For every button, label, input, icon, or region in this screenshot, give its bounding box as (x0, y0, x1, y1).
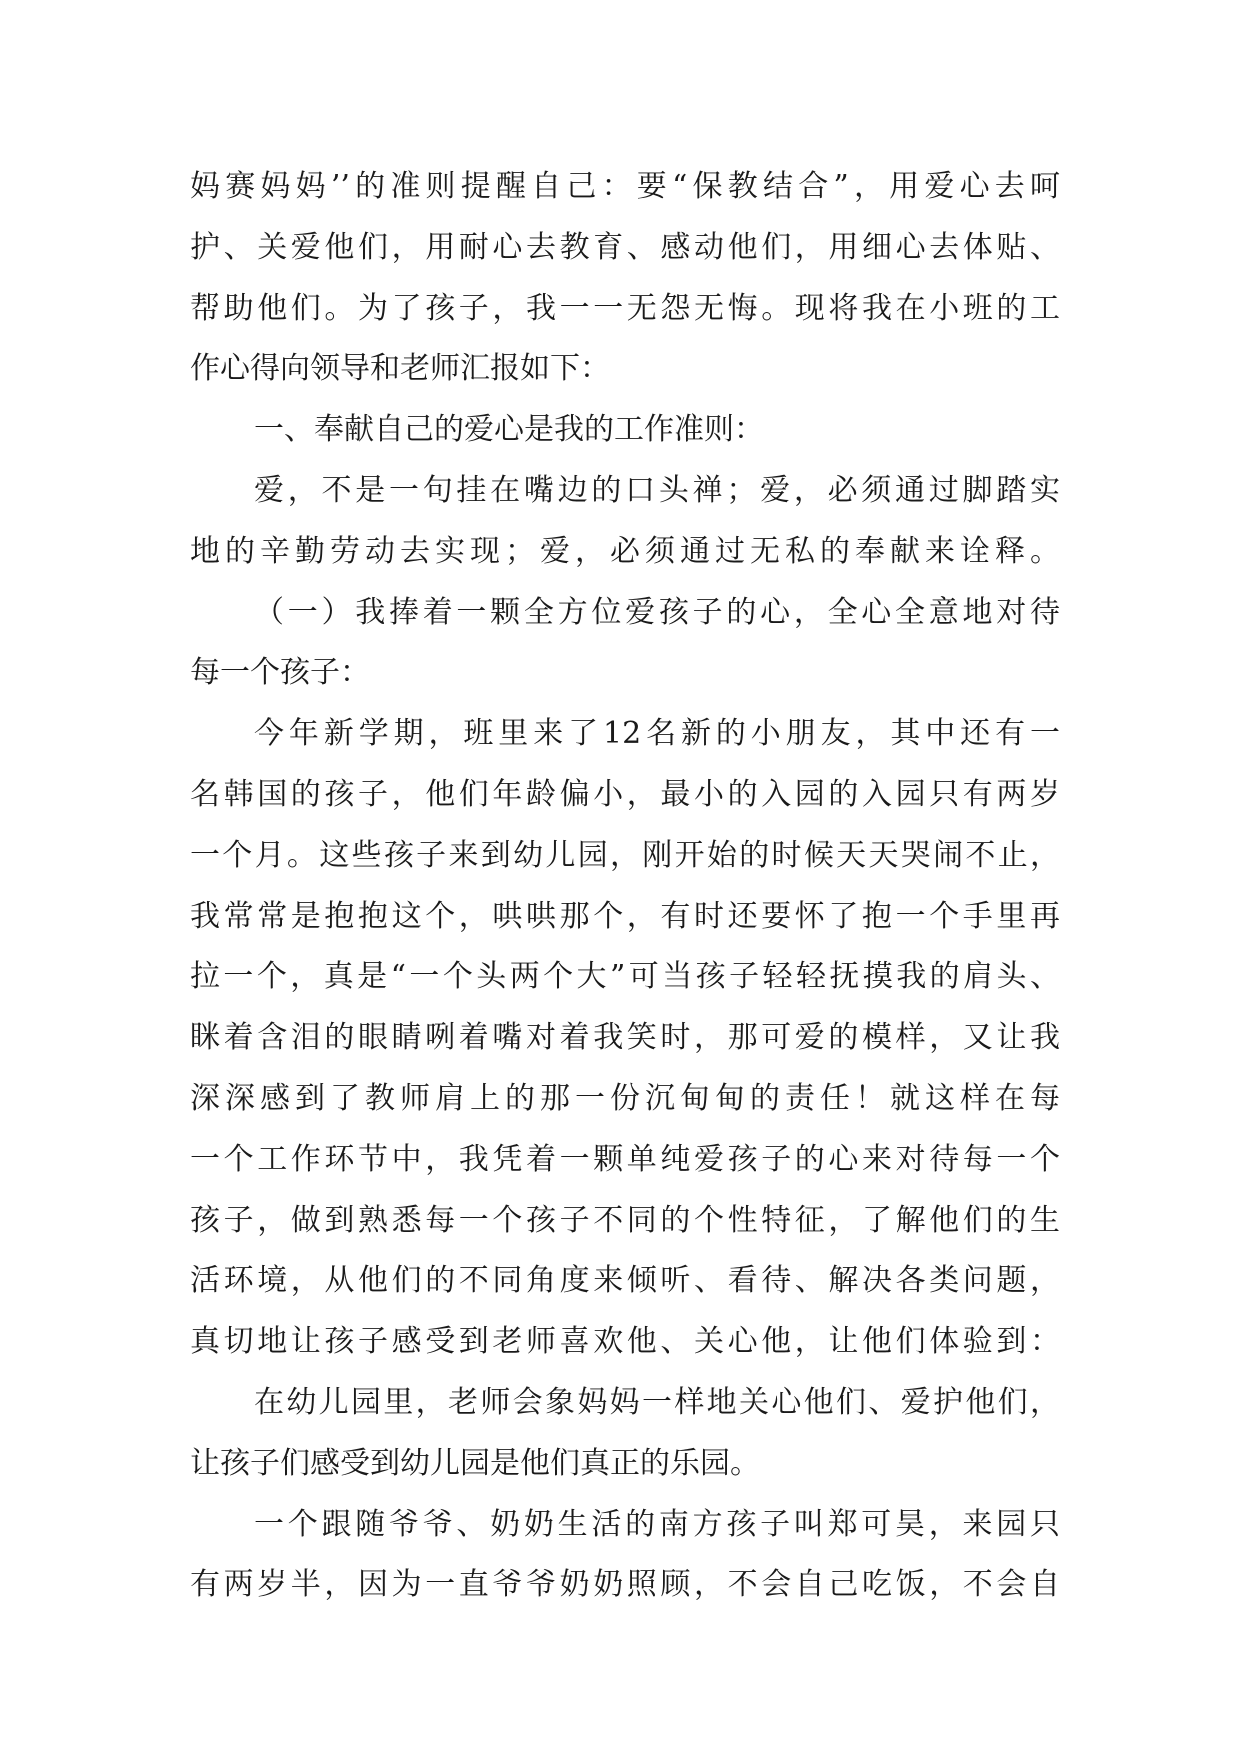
text-line: 孩子，做到熟悉每一个孩子不同的个性特征，了解他们的生 (190, 1202, 1060, 1238)
subsection-heading: （一）我捧着一颗全方位爱孩子的心，全心全意地对待 (254, 594, 1060, 630)
text-line: 拉一个，真是“一个头两个大”可当孩子轻轻抚摸我的肩头、 (190, 959, 1060, 995)
text-line: 名韩国的孩子，他们年龄偏小，最小的入园的入园只有两岁 (190, 776, 1060, 812)
text-line: 真切地让孩子感受到老师喜欢他、关心他，让他们体验到： (190, 1324, 1060, 1360)
text-line: 深深感到了教师肩上的那一份沉甸甸的责任！就这样在每 (190, 1080, 1060, 1116)
text-line: 在幼儿园里，老师会象妈妈一样地关心他们、爱护他们， (254, 1384, 1060, 1420)
text-line: 一个跟随爷爷、奶奶生活的南方孩子叫郑可昊，来园只 (254, 1506, 1060, 1542)
text-line: 作心得向领导和老师汇报如下： (190, 351, 610, 387)
text-line: 护、关爱他们，用耐心去教育、感动他们，用细心去体贴、 (190, 229, 1060, 265)
text-line: 一个工作环节中，我凭着一颗单纯爱孩子的心来对待每一个 (190, 1141, 1060, 1177)
text-line: 有两岁半，因为一直爷爷奶奶照顾，不会自己吃饭，不会自 (190, 1567, 1060, 1603)
text-line: 帮助他们。为了孩子，我一一无怨无悔。现将我在小班的工 (190, 290, 1060, 326)
text-line: 一个月。这些孩子来到幼儿园，刚开始的时候天天哭闹不止， (190, 837, 1060, 873)
text-line: 我常常是抱抱这个，哄哄那个，有时还要怀了抱一个手里再 (190, 898, 1060, 934)
document-body (190, 157, 1060, 1616)
text-line: 让孩子们感受到幼儿园是他们真正的乐园。 (190, 1445, 760, 1481)
text-line: 妈赛妈妈’’的准则提醒自己：要“保教结合”，用爱心去呵 (190, 169, 1060, 204)
text-line: 爱，不是一句挂在嘴边的口头禅；爱，必须通过脚踏实 (254, 472, 1060, 508)
section-heading: 一、奉献自己的爱心是我的工作准则： (254, 412, 764, 448)
subsection-heading: 每一个孩子： (190, 655, 370, 691)
text-line: 今年新学期，班里来了12名新的小朋友，其中还有一 (254, 716, 1060, 752)
text-line: 活环境，从他们的不同角度来倾听、看待、解决各类问题， (190, 1263, 1060, 1299)
text-line: 地的辛勤劳动去实现；爱，必须通过无私的奉献来诠释。 (190, 533, 1060, 569)
text-line: 眯着含泪的眼睛咧着嘴对着我笑时，那可爱的模样，又让我 (190, 1020, 1060, 1056)
